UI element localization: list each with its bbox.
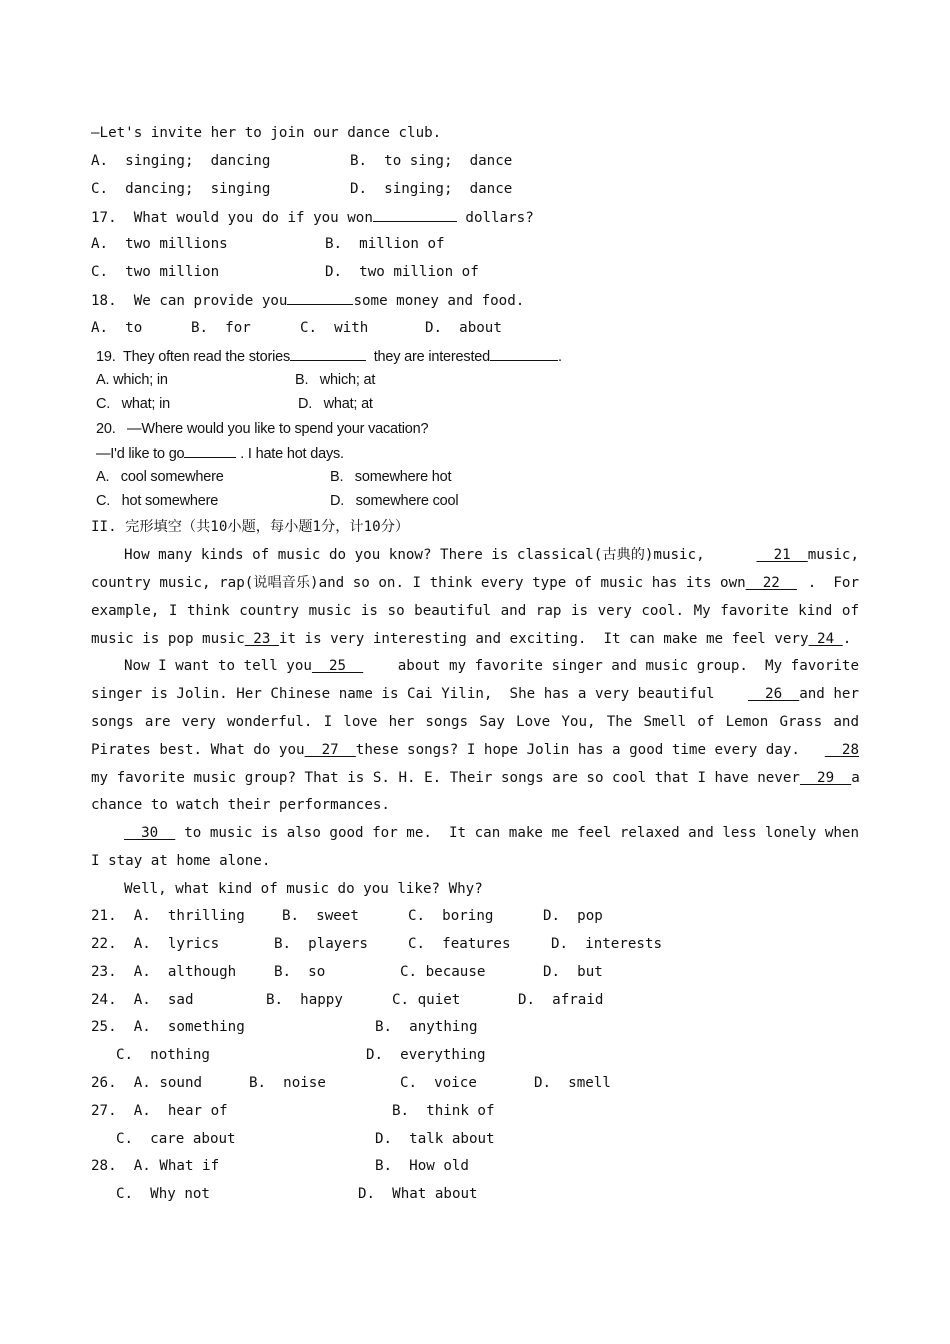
q28-option-d: D. What about xyxy=(358,1186,478,1202)
q24-option-b: B. happy xyxy=(266,992,343,1008)
q19-blank-1 xyxy=(290,347,366,361)
q20-option-d: D. somewhere cool xyxy=(330,493,459,509)
q16-option-b: B. to sing; dance xyxy=(350,153,513,169)
blank-21: 21 xyxy=(756,547,808,563)
q27-option-c: C. care about xyxy=(116,1131,236,1147)
blank-30: 30 xyxy=(124,825,176,841)
q24-option-a: 24. A. sad xyxy=(91,992,194,1008)
q20-option-b: B. somewhere hot xyxy=(330,469,452,485)
blank-27: 27 xyxy=(304,742,356,758)
passage-line: chance to watch their performances. xyxy=(91,797,390,813)
passage-line: music is pop music 23 it is very interesting and exciting. It can make me feel very 24 . xyxy=(91,631,852,647)
q20-option-c: C. hot somewhere xyxy=(96,493,219,509)
q25-option-a: 25. A. something xyxy=(91,1019,245,1035)
passage-line: Pirates best. What do you 27 these songs? I hope Jolin has a good time every day. 28 xyxy=(91,742,859,758)
q23-option-c: C. because xyxy=(400,964,486,980)
q17-option-c: C. two million xyxy=(91,264,220,280)
q16-option-c: C. dancing; singing xyxy=(91,181,271,197)
passage-line: Now I want to tell you 25 about my favorite singer and music group. My favorite xyxy=(124,658,859,674)
q18-blank xyxy=(287,291,353,305)
q17-option-b: B. million of xyxy=(325,236,445,252)
q25-option-d: D. everything xyxy=(366,1047,486,1063)
passage-line: songs are very wonderful. I love her songs Say Love You, The Smell of Lemon Grass and xyxy=(91,714,859,730)
q22-option-c: C. features xyxy=(408,936,511,952)
passage-line: example, I think country music is so beautiful and rap is very cool. My favorite kind of xyxy=(91,603,859,619)
q17-question: 17. What would you do if you won dollars? xyxy=(91,210,534,226)
q18-option-b: B. for xyxy=(191,320,251,336)
q23-option-b: B. so xyxy=(274,964,326,980)
q20-option-a: A. cool somewhere xyxy=(96,469,224,485)
passage-line: my favorite music group? That is S. H. E. Their songs are so cool that I have never 29 a xyxy=(91,770,860,786)
q23-option-a: 23. A. although xyxy=(91,964,237,980)
blank-28: 28 xyxy=(824,742,859,758)
passage-line: I stay at home alone. xyxy=(91,853,271,869)
q16-option-d: D. singing; dance xyxy=(350,181,513,197)
q24-option-c: C. quiet xyxy=(392,992,461,1008)
passage-line: singer is Jolin. Her Chinese name is Cai Yilin, She has a very beautiful 26 and her xyxy=(91,686,859,702)
q22-option-b: B. players xyxy=(274,936,368,952)
q26-option-d: D. smell xyxy=(534,1075,611,1091)
q22-option-a: 22. A. lyrics xyxy=(91,936,220,952)
q17-option-d: D. two million of xyxy=(325,264,479,280)
blank-24: 24 xyxy=(808,631,843,647)
q26-option-b: B. noise xyxy=(249,1075,326,1091)
q19-question: 19. They often read the stories they are interested . xyxy=(96,349,562,365)
q26-option-a: 26. A. sound xyxy=(91,1075,203,1091)
q21-option-a: 21. A. thrilling xyxy=(91,908,245,924)
blank-25: 25 xyxy=(311,658,364,674)
q20-question: 20. —Where would you like to spend your vacation? xyxy=(96,421,429,437)
blank-29: 29 xyxy=(799,770,852,786)
q22-option-d: D. interests xyxy=(551,936,663,952)
q19-option-b: B. which; at xyxy=(295,372,376,388)
q17-option-a: A. two millions xyxy=(91,236,228,252)
passage-line: 30 to music is also good for me. It can make me feel relaxed and less lonely when xyxy=(124,825,859,841)
q20-blank xyxy=(184,444,236,458)
q17-blank xyxy=(373,208,457,222)
q28-option-b: B. How old xyxy=(375,1158,469,1174)
blank-23: 23 xyxy=(244,631,279,647)
passage-line: How many kinds of music do you know? There is classical(古典的)music, 21 music, xyxy=(124,547,859,563)
q21-option-c: C. boring xyxy=(408,908,494,924)
q24-option-d: D. afraid xyxy=(518,992,604,1008)
q19-blank-2 xyxy=(490,347,558,361)
q27-option-a: 27. A. hear of xyxy=(91,1103,228,1119)
q27-option-d: D. talk about xyxy=(375,1131,495,1147)
q19-option-a: A. which; in xyxy=(96,372,168,388)
q18-option-c: C. with xyxy=(300,320,369,336)
q23-option-d: D. but xyxy=(543,964,603,980)
blank-26: 26 xyxy=(747,686,800,702)
q19-option-d: D. what; at xyxy=(298,396,373,412)
q16-option-a: A. singing; dancing xyxy=(91,153,271,169)
blank-22: 22 xyxy=(745,575,797,591)
q19-option-c: C. what; in xyxy=(96,396,170,412)
q18-option-a: A. to xyxy=(91,320,143,336)
q26-option-c: C. voice xyxy=(400,1075,477,1091)
q25-option-b: B. anything xyxy=(375,1019,478,1035)
q21-option-d: D. pop xyxy=(543,908,603,924)
passage-line: Well, what kind of music do you like? Why? xyxy=(124,881,483,897)
q18-option-d: D. about xyxy=(425,320,502,336)
section-2-title: II. 完形填空（共10小题，每小题1分，计10分） xyxy=(91,519,410,535)
q20-answer-line: —I'd like to go . I hate hot days. xyxy=(96,446,344,462)
q21-option-b: B. sweet xyxy=(282,908,359,924)
passage-line: country music, rap(说唱音乐)and so on. I think every type of music has its own 22 . For xyxy=(91,575,859,591)
q27-option-b: B. think of xyxy=(392,1103,495,1119)
q16-dialogue-line: —Let's invite her to join our dance club. xyxy=(91,125,442,141)
q25-option-c: C. nothing xyxy=(116,1047,210,1063)
q28-option-c: C. Why not xyxy=(116,1186,210,1202)
q18-question: 18. We can provide you some money and food. xyxy=(91,293,525,309)
q28-option-a: 28. A. What if xyxy=(91,1158,220,1174)
